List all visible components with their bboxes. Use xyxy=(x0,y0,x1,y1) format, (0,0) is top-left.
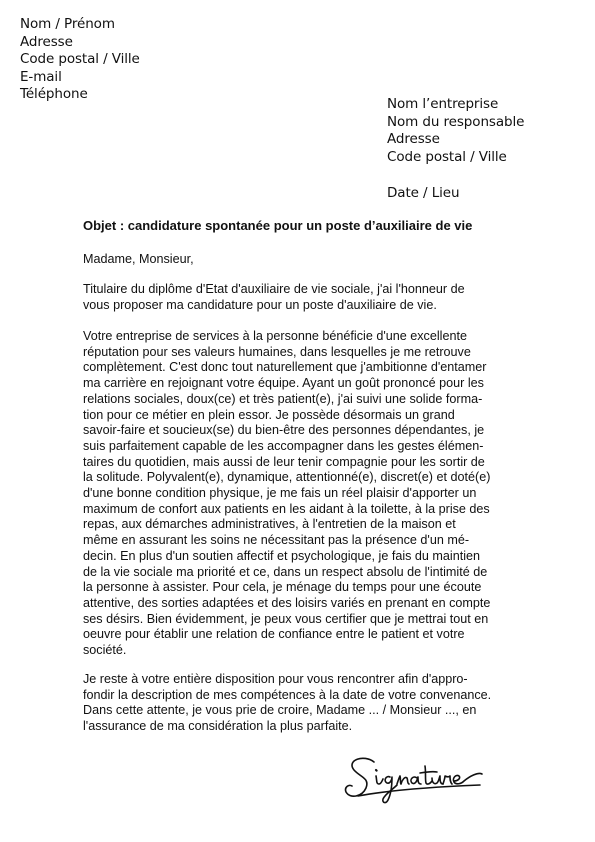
paragraph-line: Titulaire du diplôme d'Etat d'auxiliaire de vie sociale, j'ai l'honneur de xyxy=(83,282,465,296)
paragraph-line: taires du quotidien, mais aussi de leur tenir compagnie pour les sortir de xyxy=(83,454,485,469)
paragraph-line: Votre entreprise de services à la personne bénéficie d'une excellente xyxy=(83,329,467,343)
recipient-postal-city: Code postal / Ville xyxy=(387,148,507,165)
paragraph-line: oeuvre pour établir une relation de confiance entre le patient et votre xyxy=(83,627,465,642)
paragraph-line: tion pour ce métier en plein essor. Je possède désormais un grand xyxy=(83,407,455,422)
sender-block xyxy=(20,16,140,104)
paragraph-line: maximum de confort aux patients en les aidant à la toilette, à la prise des xyxy=(83,501,490,516)
paragraph-line: la personne à assister. Pour cela, je ménage du temps pour une écoute xyxy=(83,580,482,595)
paragraph-line: fondir la description de mes compétences à la date de votre convenance. xyxy=(83,687,492,702)
paragraph-line: ma carrière en rejoignant votre équipe. Ayant un goût prononcé pour les xyxy=(83,376,484,391)
recipient-company: Nom l’entreprise xyxy=(387,96,499,112)
recipient-manager: Nom du responsable xyxy=(387,113,525,130)
sender-postal-city: Code postal / Ville xyxy=(20,51,140,68)
paragraph-line: Je reste à votre entière disposition pour vous rencontrer afin d'appro- xyxy=(83,672,468,686)
paragraph-line: suis parfaitement capable de les accompagner dans les gestes élémen- xyxy=(83,438,484,453)
paragraph-intro xyxy=(83,282,513,313)
letter-subject: Objet : candidature spontanée pour un poste d’auxiliaire de vie xyxy=(83,218,473,233)
date-place: Date / Lieu xyxy=(387,185,460,201)
sender-address: Adresse xyxy=(20,33,73,50)
paragraph-line: réputation pour ses valeurs humaines, dans lesquelles je me retrouve xyxy=(83,344,471,359)
paragraph-line: la solitude. Polyvalent(e), dynamique, attentionné(e), discret(e) et doté(e) xyxy=(83,470,491,485)
paragraph-line: Dans cette attente, je vous prie de croire, Madame ... / Monsieur ..., en xyxy=(83,703,477,718)
paragraph-line: savoir-faire et soucieux(se) du bien-être des personnes dépendantes, je xyxy=(83,423,485,438)
paragraph-line: société. xyxy=(83,643,127,658)
greeting: Madame, Monsieur, xyxy=(83,252,194,266)
paragraph-closing xyxy=(83,672,513,735)
handwritten-signature xyxy=(340,750,500,810)
paragraph-line: l'assurance de ma considération la plus parfaite. xyxy=(83,719,353,734)
sender-email: E-mail xyxy=(20,68,62,85)
recipient-address: Adresse xyxy=(387,131,440,148)
paragraph-motivation xyxy=(83,329,513,659)
paragraph-line: même en assurant les soins ne nécessitant pas la présence d'un mé- xyxy=(83,533,470,548)
paragraph-line: relations sociales, doux(ce) et très patient(e), j'ai suivi une solide forma- xyxy=(83,391,483,406)
paragraph-line: ses désirs. Bien évidemment, je peux vous certifier que je mettrai tout en xyxy=(83,611,489,626)
paragraph-line: d'une bonne condition physique, je me fais un réel plaisir d'apporter un xyxy=(83,486,477,501)
paragraph-line: complètement. C'est donc tout naturellement que j'ambitionne d'entamer xyxy=(83,360,487,375)
paragraph-line: de la vie sociale ma priorité et ce, dans un respect absolu de l'intimité de xyxy=(83,564,488,579)
sender-phone: Téléphone xyxy=(20,86,88,103)
paragraph-line: decin. En plus d'un soutien affectif et psychologique, je fais du maintien xyxy=(83,548,481,563)
paragraph-line: attentive, des sorties adaptées et des loisirs variés en prenant en compte xyxy=(83,595,491,610)
sender-name: Nom / Prénom xyxy=(20,16,115,32)
paragraph-line: vous proposer ma candidature pour un poste d'auxiliaire de vie. xyxy=(83,297,437,312)
paragraph-line: repas, aux démarches administratives, à l'entretien de la maison et xyxy=(83,517,456,532)
recipient-block xyxy=(387,96,524,166)
